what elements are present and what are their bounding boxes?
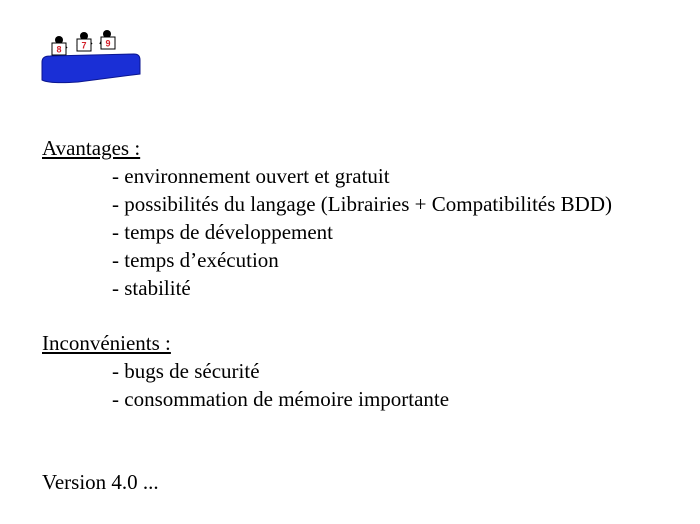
score-card-3 — [101, 37, 115, 49]
version-text: Version 4.0 ... — [42, 470, 159, 494]
disadvantages-list — [112, 357, 449, 413]
score-card-2 — [77, 39, 91, 51]
judges-table — [42, 54, 140, 83]
list-item: - bugs de sécurité — [112, 359, 260, 383]
judges-logo-icon — [38, 26, 144, 88]
list-item: - stabilité — [112, 276, 191, 300]
svg-text:7: 7 — [81, 40, 87, 51]
disadvantages-heading: Inconvénients : — [42, 331, 171, 355]
list-item: - temps d’exécution — [112, 248, 279, 272]
list-item: - consommation de mémoire importante — [112, 387, 450, 411]
list-item: - temps de développement — [112, 220, 334, 244]
svg-text:9: 9 — [105, 38, 111, 49]
svg-text:8: 8 — [56, 44, 62, 55]
score-card-1 — [52, 43, 66, 55]
list-item: - possibilités du langage (Librairies + Compatibilités BDD) — [112, 192, 613, 216]
judges-logo — [38, 26, 144, 88]
advantages-list — [112, 162, 612, 302]
advantages-heading: Avantages : — [42, 136, 141, 160]
list-item: - environnement ouvert et gratuit — [112, 164, 390, 188]
